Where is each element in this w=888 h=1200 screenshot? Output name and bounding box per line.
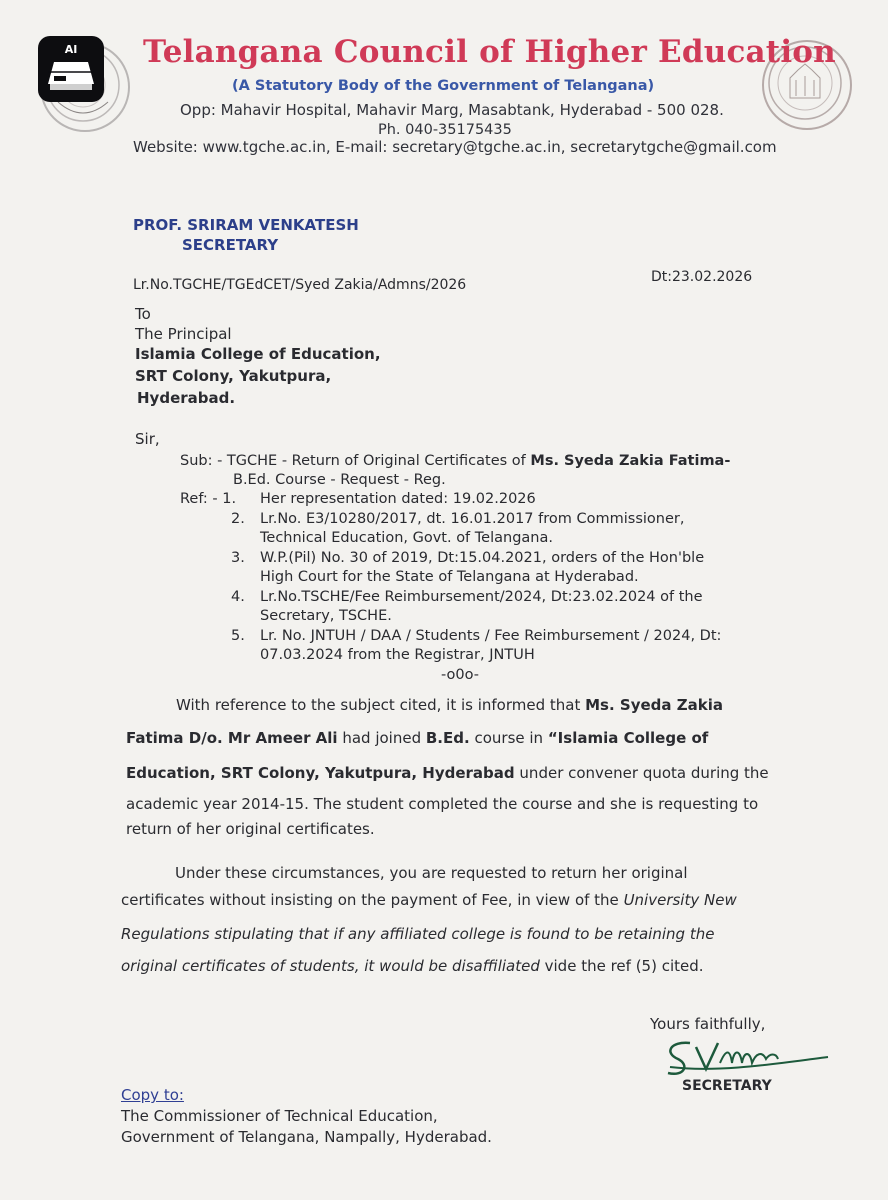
sender-title: SECRETARY [182, 236, 279, 254]
ref-3-line-1: W.P.(Pil) No. 30 of 2019, Dt:15.04.2021, orders of the Hon'ble [260, 550, 705, 566]
para1-line-5: return of her original certificates. [126, 820, 375, 838]
para2-line-2 [121, 891, 737, 909]
ref-4-prefix: 4. [231, 589, 245, 605]
subject-student-name: Ms. Syeda Zakia Fatima- [530, 453, 731, 469]
ref-5-prefix: 5. [231, 628, 245, 644]
addressee-city: Hyderabad. [137, 389, 236, 407]
subject-line [180, 453, 730, 469]
ref-2-line-2: Technical Education, Govt. of Telangana. [260, 530, 553, 546]
para2-text: certificates without insisting on the payment of Fee, in view of the [121, 891, 624, 909]
signatory-title: SECRETARY [682, 1078, 772, 1094]
ref-1-line-1: Her representation dated: 19.02.2026 [260, 491, 536, 507]
ref-5-line-2: 07.03.2024 from the Registrar, JNTUH [260, 647, 535, 663]
ref-4-line-2: Secretary, TSCHE. [260, 608, 392, 624]
closing: Yours faithfully, [650, 1015, 766, 1033]
council-name: Telangana Council of Higher Education [143, 34, 836, 70]
para1-parent: Fatima D/o. Mr Ameer Ali [126, 729, 338, 747]
para2-line-3: Regulations stipulating that if any affiliated college is found to be retaining the [121, 925, 715, 943]
copy-to-line-1: The Commissioner of Technical Education, [121, 1107, 438, 1125]
letter-date: Dt:23.02.2026 [651, 269, 753, 285]
ref-5-line-1: Lr. No. JNTUH / DAA / Students / Fee Reimbursement / 2024, Dt: [260, 628, 722, 644]
scanner-icon [38, 36, 104, 102]
ref-3-line-2: High Court for the State of Telangana at Hyderabad. [260, 569, 639, 585]
para1-college: “Islamia College of [547, 729, 709, 747]
to-label: To [135, 305, 151, 323]
subject-line-2: B.Ed. Course - Request - Reg. [233, 472, 446, 488]
para1-line-4: academic year 2014-15. The student completed the course and she is requesting to [126, 795, 759, 813]
sender-name: PROF. SRIRAM VENKATESH [133, 216, 359, 234]
para1-quota: under convener quota during the [514, 764, 769, 782]
letter-ref-no: Lr.No.TGCHE/TGEdCET/Syed Zakia/Admns/2026 [133, 277, 467, 293]
copy-to-label: Copy to: [121, 1086, 184, 1104]
para1-line-1 [176, 696, 723, 714]
para1-course: B.Ed. [425, 729, 470, 747]
addressee-colony: SRT Colony, Yakutpura, [135, 367, 332, 385]
para1-student-name: Ms. Syeda Zakia [585, 696, 723, 714]
addressee-title: The Principal [135, 325, 232, 343]
app-badge-label: AI [64, 43, 78, 56]
council-website: Website: www.tgche.ac.in, E-mail: secretary@tgche.ac.in, secretarytgche@gmail.com [133, 138, 777, 156]
para2-vide: vide the ref (5) cited. [539, 957, 704, 975]
para1-text: With reference to the subject cited, it is informed that [176, 696, 586, 714]
ref-1-prefix: Ref: - 1. [180, 491, 237, 507]
ref-2-line-1: Lr.No. E3/10280/2017, dt. 16.01.2017 from Commissioner, [260, 511, 685, 527]
ref-3-prefix: 3. [231, 550, 245, 566]
statutory-subtitle: (A Statutory Body of the Government of Telangana) [232, 78, 655, 94]
para1-line-3 [126, 764, 769, 782]
para2-university: University New [623, 891, 737, 909]
separator: -o0o- [441, 667, 479, 683]
signature [660, 1033, 840, 1083]
para1-line-2 [126, 729, 708, 747]
ref-2-prefix: 2. [231, 511, 245, 527]
para1-college-address: Education, SRT Colony, Yakutpura, Hyderabad [126, 764, 515, 782]
addressee-college: Islamia College of Education, [135, 345, 381, 363]
council-address: Opp: Mahavir Hospital, Mahavir Marg, Masabtank, Hyderabad - 500 028. [180, 101, 724, 119]
para1-course-in: course in [469, 729, 548, 747]
para2-line-1: Under these circumstances, you are requested to return her original [175, 864, 688, 882]
council-phone: Ph. 040-35175435 [378, 122, 512, 138]
copy-to-line-2: Government of Telangana, Nampally, Hyderabad. [121, 1128, 492, 1146]
para2-line-4 [121, 957, 704, 975]
ref-4-line-1: Lr.No.TSCHE/Fee Reimbursement/2024, Dt:23.02.2024 of the [260, 589, 703, 605]
scanner-app-badge[interactable] [38, 36, 104, 102]
subject-text: Sub: - TGCHE - Return of Original Certificates of [180, 453, 531, 469]
salutation: Sir, [135, 430, 160, 448]
para2-disaffiliated: original certificates of students, it would be disaffiliated [121, 957, 540, 975]
para1-joined: had joined [337, 729, 426, 747]
